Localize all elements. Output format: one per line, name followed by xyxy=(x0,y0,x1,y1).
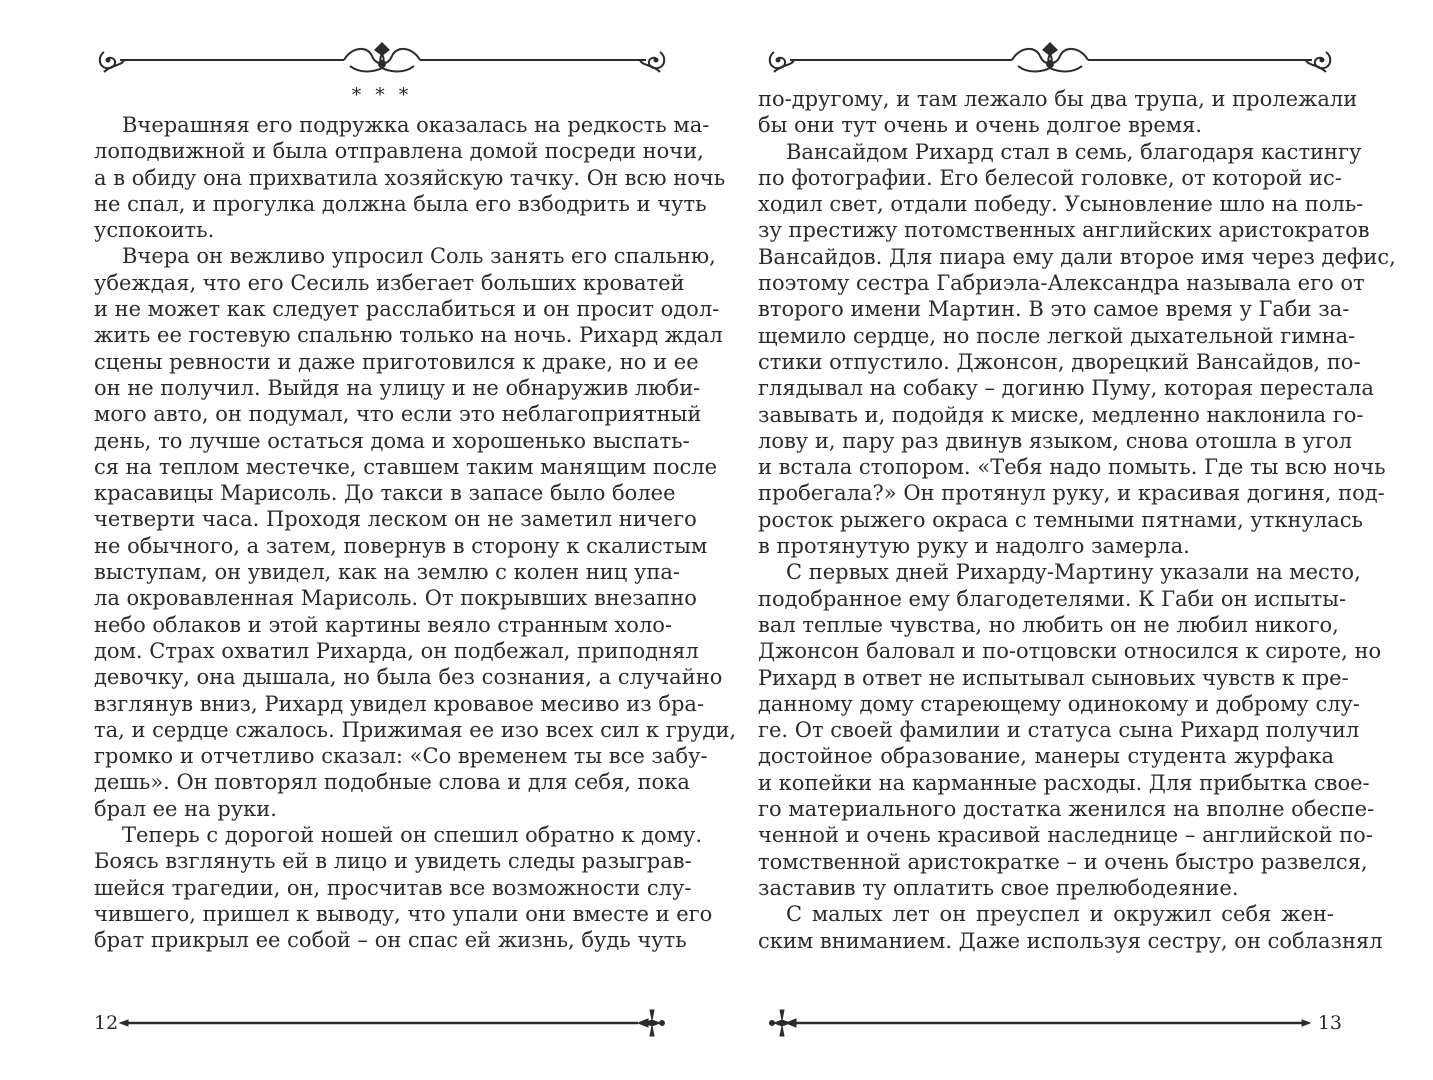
text-line: ским вниманием. Даже используя сестру, он соблазнял xyxy=(758,928,1383,953)
header-ornament xyxy=(94,38,670,82)
text-line: шейся трагедии, он, просчитав все возможности слу- xyxy=(94,875,692,900)
text-line: убеждая, что его Сесиль избегает больших кроватей xyxy=(94,270,685,295)
text-line: лоподвижной и была отправлена домой посреди ночи, xyxy=(94,139,704,164)
text-line: а в обиду она прихватила хозяйскую тачку. Он всю ночь xyxy=(94,165,726,190)
text-line: в протянутую руку и надолго замерла. xyxy=(758,534,1190,559)
text-line: красавицы Марисоль. До такси в запасе было более xyxy=(94,481,676,506)
text-line: Рихард в ответ не испытывал сыновьих чувств к пре- xyxy=(758,665,1349,690)
text-line: ченной и очень красивой наследнице – английской по- xyxy=(758,823,1373,848)
text-line: и встала стопором. «Тебя надо помыть. Где ты всю ночь xyxy=(758,455,1386,480)
text-line: пробегала?» Он протянул руку, и красивая догиня, под- xyxy=(758,481,1385,506)
page-number: 13 xyxy=(1317,1012,1342,1034)
text-line: росток рыжего окраса с темными пятнами, уткнулась xyxy=(758,507,1363,532)
text-line: та, и сердце сжалось. Прижимая ее изо всех сил к груди, xyxy=(94,717,737,742)
text-line: жить ее гостевую спальню только на ночь. Рихард ждал xyxy=(94,323,723,348)
text-line: и не может как следует расслабиться и он просит одол- xyxy=(94,297,720,322)
text-line: день, то лучше остаться дома и хорошенько выспать- xyxy=(94,428,690,453)
text-line: С первых дней Рихарду-Мартину указали на место, xyxy=(786,560,1361,585)
text-line: по-другому, и там лежало бы два трупа, и пролежали xyxy=(758,87,1358,111)
text-line: не спал, и прогулка должна была его взбодрить и чуть xyxy=(94,191,707,216)
text-line: поэтому сестра Габриэла-Александра называла его от xyxy=(758,271,1365,296)
text-line: глядывал на собаку – догиню Пуму, которая перестала xyxy=(758,376,1374,401)
text-line: Вансайдов. Для пиара ему дали второе имя через дефис, xyxy=(758,244,1396,269)
text-line: го материального достатка женился на вполне обеспе- xyxy=(758,797,1375,822)
text-line: ла окровавленная Марисоль. От покрывших внезапно xyxy=(94,586,697,611)
text-line: вал теплые чувства, но любить он не любил никого, xyxy=(758,612,1339,637)
text-line: ся на теплом местечке, ставшем таким манящим после xyxy=(94,454,718,479)
text-line: взглянув вниз, Рихард увидел кровавое месиво из бра- xyxy=(94,691,705,716)
text-line: мого авто, он подумал, что если это неблагоприятный xyxy=(94,402,702,427)
text-line: достойное образование, манеры студента журфака xyxy=(758,744,1334,769)
text-line: дом. Страх охватил Рихарда, он подбежал, приподнял xyxy=(94,638,699,663)
text-line: ге. От своей фамилии и статуса сына Рихард получил xyxy=(758,718,1360,743)
footer-ornament xyxy=(764,1008,1312,1038)
right-page xyxy=(716,0,1433,1080)
text-line: подобранное ему благодетелями. К Габи он испыты- xyxy=(758,586,1347,611)
footer xyxy=(94,1008,670,1038)
text-line: щемило сердце, но после легкой дыхательной гимна- xyxy=(758,323,1356,348)
text-line: брат прикрыл ее собой – он спас ей жизнь, будь чуть xyxy=(94,928,687,953)
text-line: девочку, она дышала, но была без сознания, а случайно xyxy=(94,665,723,690)
text-line: Боясь взглянуть ей в лицо и увидеть следы разыграв- xyxy=(94,849,692,874)
text-line: завывать и, подойдя к миске, медленно наклонила го- xyxy=(758,402,1364,427)
page-number: 12 xyxy=(94,1012,119,1034)
text-line: С малых лет он преуспел и окружил себя жен- xyxy=(786,902,1334,927)
text-line: не обычного, а затем, повернув в сторону к скалистым xyxy=(94,533,708,558)
text-line: громко и отчетливо сказал: «Со временем ты все забу- xyxy=(94,744,708,769)
text-line: Вчера он вежливо упросил Соль занять его спальню, xyxy=(122,244,716,269)
text-line: он не получил. Выйдя на улицу и не обнаружив люби- xyxy=(94,375,701,400)
text-line: небо облаков и этой картины веяло странным холо- xyxy=(94,612,673,637)
text-line: выступам, он увидел, как на землю с колен ниц упа- xyxy=(94,560,680,585)
text-line: Вансайдом Рихард стал в семь, благодаря кастингу xyxy=(786,139,1362,164)
text-line: второго имени Мартин. В это самое время у Габи за- xyxy=(758,297,1350,322)
text-line: сцены ревности и даже приготовился к драке, но и ее xyxy=(94,349,699,374)
left-page-text xyxy=(94,112,737,954)
text-line: бы они тут очень и очень долгое время. xyxy=(758,113,1203,138)
text-line: ходил свет, отдали победу. Усыновление шло на поль- xyxy=(758,192,1364,217)
text-line: данному дому стареющему одинокому и доброму слу- xyxy=(758,691,1360,716)
text-line: чившего, пришел к выводу, что упали они вместе и его xyxy=(94,901,713,926)
text-line: брал ее на руки. xyxy=(94,796,277,821)
text-line: по фотографии. Его белесой головке, от которой ис- xyxy=(758,165,1342,190)
text-line: успокоить. xyxy=(94,218,215,243)
text-line: дешь». Он повторял подобные слова и для себя, пока xyxy=(94,770,690,795)
text-line: стики отпустило. Джонсон, дворецкий Вансайдов, по- xyxy=(758,349,1361,374)
footer xyxy=(764,1008,1342,1038)
text-line: зу престижу потомственных английских аристократов xyxy=(758,218,1370,243)
text-line: Вчерашняя его подружка оказалась на редкость ма- xyxy=(122,113,710,137)
text-line: томственной аристократке – и очень быстро развелся, xyxy=(758,849,1368,874)
text-line: лову и, пару раз двинув языком, снова отошла в угол xyxy=(758,428,1352,453)
footer-ornament xyxy=(118,1008,670,1038)
text-line: заставив ту оплатить свое прелюбодеяние. xyxy=(758,875,1239,900)
text-line: Теперь с дорогой ношей он спешил обратно к дому. xyxy=(122,823,703,848)
text-line: Джонсон баловал и по-отцовски относился к сироте, но xyxy=(758,639,1382,664)
header-ornament xyxy=(764,38,1336,82)
section-separator: * * * xyxy=(351,84,413,106)
right-page-text xyxy=(758,86,1396,954)
text-line: четверти часа. Проходя леском он не заметил ничего xyxy=(94,507,697,532)
text-line: и копейки на карманные расходы. Для прибытка свое- xyxy=(758,770,1370,795)
